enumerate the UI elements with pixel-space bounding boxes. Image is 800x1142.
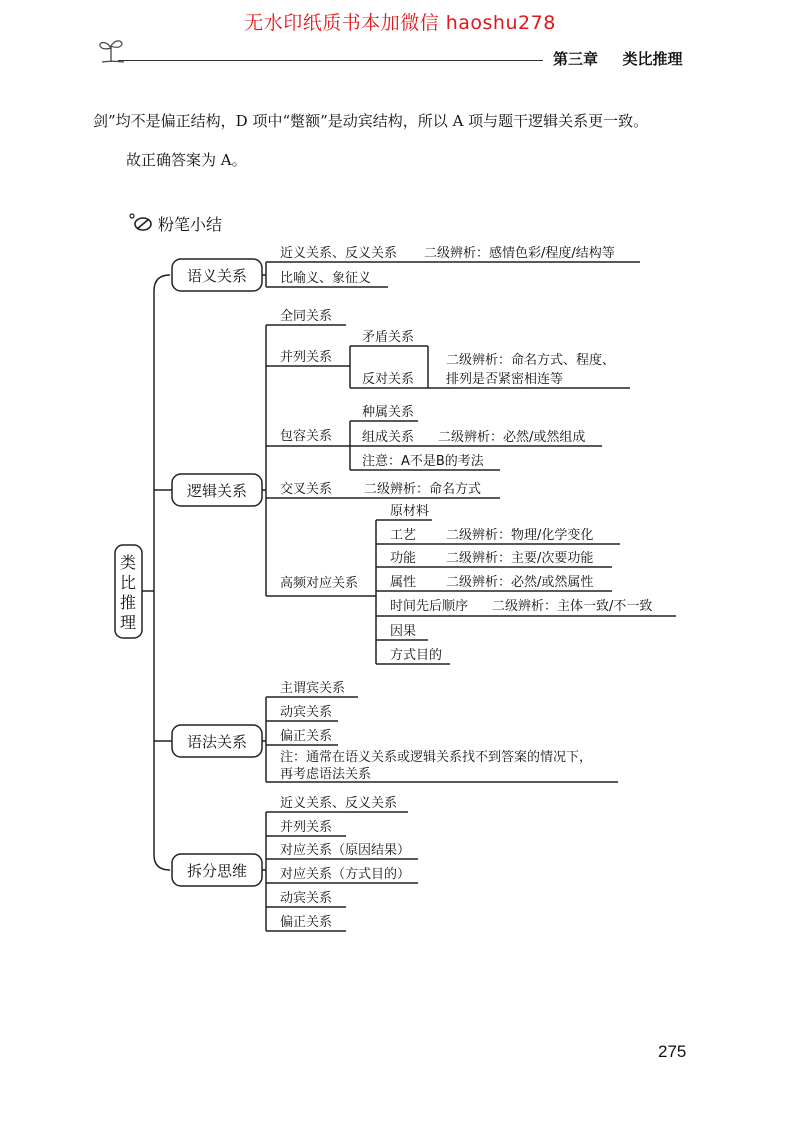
leaf-item: 动宾关系	[280, 705, 333, 720]
leaf-item: 对应关系（原因结果）	[280, 843, 411, 858]
leaf-item: 方式目的	[390, 648, 443, 663]
watermark: 无水印纸质书本加微信 haoshu278	[244, 12, 556, 34]
leaf-item: 组成关系	[362, 430, 415, 445]
leaf-item: 注意：A不是B的考法	[362, 454, 484, 469]
page-number: 275	[658, 1042, 687, 1061]
leaf-item: 偏正关系	[280, 915, 333, 930]
branch-grammar: 语法关系	[186, 733, 248, 751]
root-char	[120, 553, 136, 632]
leaf-item: 近义关系、反义关系	[280, 246, 398, 261]
leaf-item: 时间先后顺序	[390, 599, 469, 614]
leaf-note: 二级辨析：命名方式、程度、	[446, 353, 616, 368]
leaf-item: 对应关系（方式目的）	[280, 867, 411, 882]
branch-logic: 逻辑关系	[186, 482, 248, 500]
section-title: 粉笔小结	[158, 215, 223, 234]
root-char-glyph: 推	[119, 593, 137, 612]
leaf-item: 并列关系	[280, 820, 333, 835]
leaf-item: 比喻义、象征义	[280, 271, 372, 286]
leaf-note: 二级辨析：必然/或然组成	[438, 430, 586, 445]
leaf-note: 二级辨析：必然/或然属性	[446, 575, 594, 590]
leaf-item: 近义关系、反义关系	[280, 796, 398, 811]
leaf-note: 二级辨析：感情色彩/程度/结构等	[424, 246, 615, 261]
group-label: 全同关系	[280, 309, 333, 324]
leaf-item: 功能	[390, 551, 417, 566]
paragraph: 故正确答案为 A。	[126, 151, 247, 169]
leaf-item: 种属关系	[362, 405, 415, 420]
leaf-item: 动宾关系	[280, 891, 333, 906]
branch-semantic: 语义关系	[186, 267, 248, 285]
leaf-note: 二级辨析：主体一致/不一致	[492, 599, 653, 614]
leaf-item: 属性	[390, 575, 417, 590]
root-char-glyph: 理	[119, 613, 137, 632]
group-label: 交叉关系	[280, 482, 333, 497]
leaf-item: 偏正关系	[280, 729, 333, 744]
leaf-note: 二级辨析：命名方式	[364, 482, 482, 497]
root-char-glyph: 比	[119, 573, 137, 592]
root-node	[120, 553, 136, 632]
root-char-glyph: 类	[119, 553, 137, 572]
leaf-note: 排列是否紧密相连等	[446, 372, 564, 387]
branch-split: 拆分思维	[186, 862, 248, 880]
leaf-note: 二级辨析：主要/次要功能	[446, 551, 594, 566]
leaf-item: 矛盾关系	[362, 330, 415, 345]
leaf-note: 再考虑语法关系	[280, 767, 372, 782]
paragraph: 剑”均不是偏正结构，D 项中“蹩额”是动宾结构，所以 A 项与题干逻辑关系更一致。	[93, 112, 649, 130]
leaf-item: 反对关系	[362, 372, 415, 387]
group-label: 包容关系	[280, 429, 333, 444]
group-label: 高频对应关系	[280, 576, 359, 591]
leaf-note: 注：通常在语义关系或逻辑关系找不到答案的情况下，	[280, 750, 593, 765]
leaf-item: 原材料	[390, 504, 430, 519]
header-chapter: 第三章	[553, 50, 599, 68]
header-title: 类比推理	[622, 50, 683, 68]
leaf-item: 主谓宾关系	[280, 681, 346, 696]
leaf-item: 因果	[390, 624, 417, 639]
group-label: 并列关系	[280, 350, 333, 365]
leaf-item: 工艺	[390, 528, 417, 543]
leaf-note: 二级辨析：物理/化学变化	[446, 528, 594, 543]
